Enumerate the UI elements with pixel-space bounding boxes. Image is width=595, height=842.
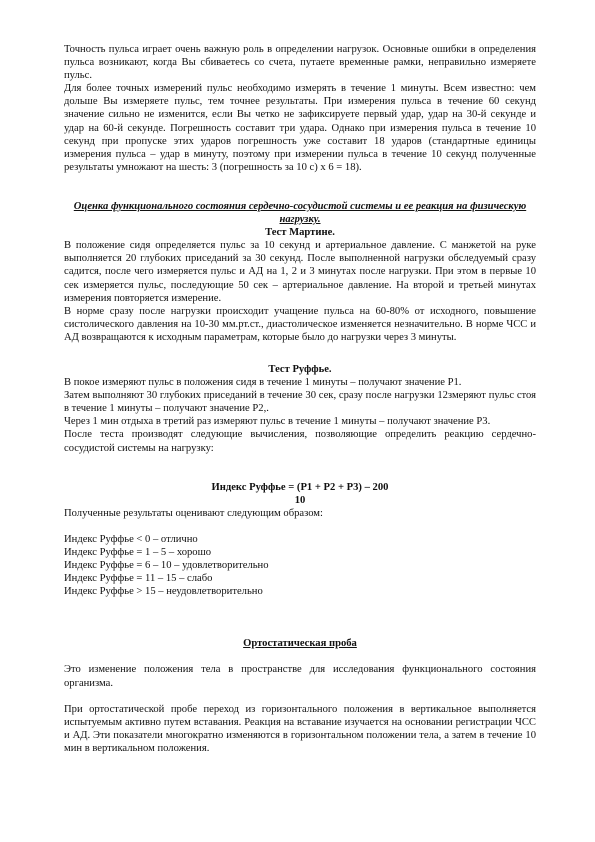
orthostatic-paragraph-2: При ортостатической пробе переход из горизонтального положения в вертикальное выполняется испытуемым активно путем вставания. Реакция на вставание изучается на основании регистрации ЧСС и АД. Эти показатели многократно изменяются в горизонтальном положении тела, а затем в течение 10 мин в вертикальном положения. [64, 703, 536, 754]
list-item: Индекс Руффье = 11 – 15 – слабо [64, 573, 213, 585]
orthostatic-title: Ортостатическая проба [243, 638, 357, 650]
orthostatic-paragraph-1: Это изменение положения тела в пространстве для исследования функционального состояния организма. [64, 664, 536, 689]
ruffier-formula-denominator: 10 [294, 494, 306, 506]
ruffier-scale-list [64, 533, 536, 598]
ruffier-paragraph-3: Через 1 мин отдыха в третий раз измеряют пульс в течение 1 минуты – получают значение Р3. [64, 416, 491, 428]
intro-paragraph-1: Точность пульса играет очень важную роль в определении нагрузок. Основные ошибки в определения пульса возникают, когда Вы сбиваетесь со счета, путаете временные рамки, неправильно измеряете пульс. [64, 44, 536, 82]
list-item: Индекс Руффье = 1 – 5 – хорошо [64, 547, 212, 558]
spacer [64, 455, 536, 481]
ruffier-formula-numerator: Индекс Руффье = (Р1 + Р2 + Р3) – 200 [211, 481, 389, 493]
section-subtitle: Оценка функционального состояния сердечно-сосудистой системы и ее реакция на физическую нагрузку. [73, 200, 527, 226]
ruffier-paragraph-2: Затем выполняют 30 глубоких приседаний в течение 30 сек, сразу после нагрузки 12змеряют пульс стоя в течение 1 минуты – получают значение Р2,. [64, 390, 536, 415]
list-item: Индекс Руффье = 6 – 10 – удовлетворительно [64, 560, 269, 572]
spacer [64, 598, 536, 624]
document-body [64, 43, 536, 755]
martine-title: Тест Мартине. [265, 227, 335, 239]
ruffier-paragraph-1: В покое измеряют пульс в положения сидя в течение 1 минуты – получают значение Р1. [64, 377, 462, 389]
spacer [64, 624, 536, 637]
spacer [64, 520, 536, 533]
list-item: Индекс Руффье > 15 – неудовлетворительно [64, 586, 263, 598]
ruffier-title: Тест Руффье. [268, 363, 332, 375]
spacer [64, 174, 536, 200]
spacer [64, 344, 536, 363]
ruffier-paragraph-4: После теста производят следующие вычисления, позволяющие определить реакцию сердечно-сосудистой системы на нагрузку: [64, 429, 536, 454]
spacer [64, 650, 536, 663]
martine-paragraph-1: В положение сидя определяется пульс за 10 секунд и артериальное давление. С манжетой на руке выполняется 20 глубоких приседаний за 30 секунд. После выполненной нагрузки обследуемый сразу садится, после чего измеряется пульс и АД на 1, 2 и 3 минутах после нагрузки. При этом в первые 10 сек измеряется пульс, последующие 50 сек – артериальное давление. На второй и третьей минутах измерения повторяется измерение. [64, 240, 536, 304]
ruffier-eval-intro: Полученные результаты оценивают следующим образом: [64, 507, 323, 519]
spacer [64, 690, 536, 703]
list-item: Индекс Руффье < 0 – отлично [64, 533, 198, 545]
intro-paragraph-2: Для более точных измерений пульс необходимо измерять в течение 1 минуты. Всем известно: чем дольше Вы измеряете пульс, тем точнее результаты. При измерения пульса в течение 60 секунд значение сильно не изменится, если Вы четко не зафиксируете первый удар, удар на 30-й секунде и удар на 60-й секунде. Погрешность составит три удара. Однако при измерения пульса в течение 10 секунд при пропуске этих ударов погрешность уже составит 18 ударов (стандартные единицы измерения пульса – удар в минуту, поэтому при измерении пульса в течение 10 секунд полученные результаты умножают на шесть: 3 (погрешность за 10 с) х 6 = 18). [64, 83, 536, 173]
martine-paragraph-2: В норме сразу после нагрузки происходит учащение пульса на 60-80% от исходного, повышение систолического давления на 10-30 мм.рт.ст., диастолическое изменяется незначительно. В норме ЧСС и АД возвращаются к исходным параметрам, которые было до нагрузки через 3 минуты. [64, 305, 536, 343]
